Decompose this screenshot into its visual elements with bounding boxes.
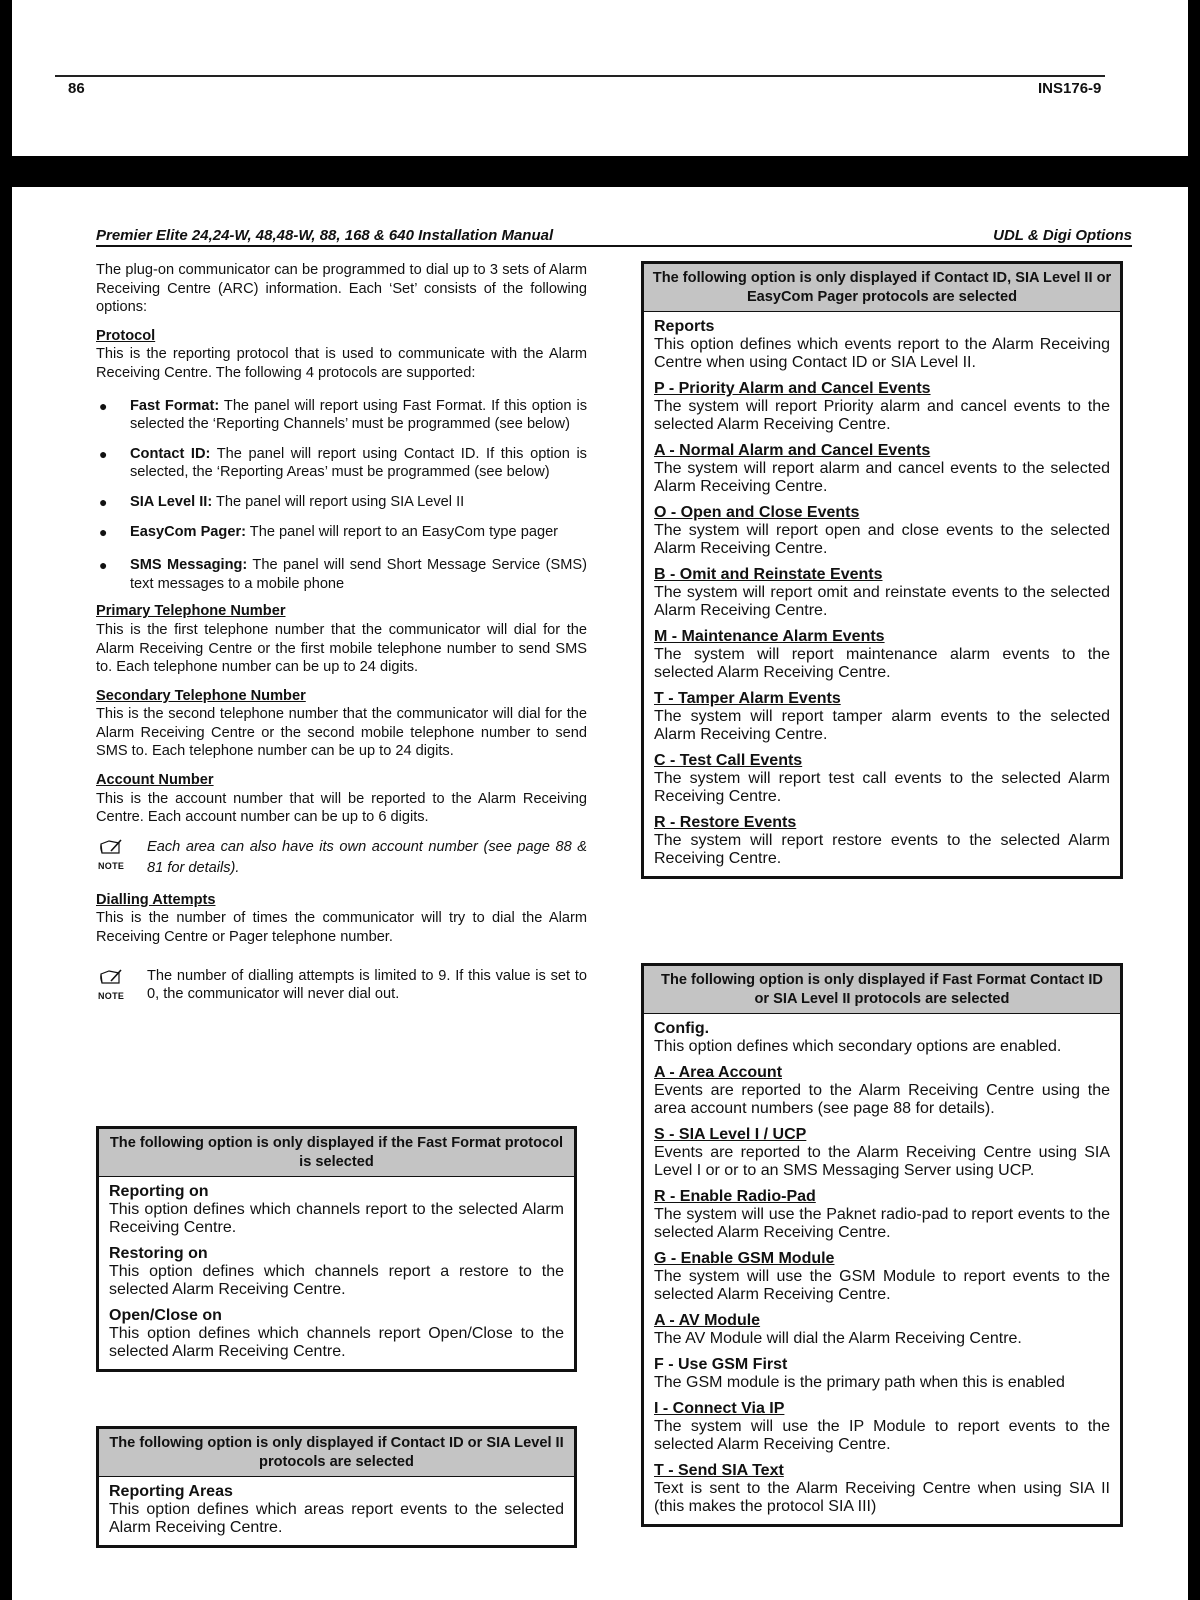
option-item bbox=[654, 1064, 1110, 1118]
option-item bbox=[109, 1183, 564, 1237]
option-text: The AV Module will dial the Alarm Receiving Centre. bbox=[654, 1330, 1022, 1347]
bullet-term: Contact ID: bbox=[130, 445, 211, 462]
option-text: The system will report alarm and cancel events to the selected Alarm Receiving Centre. bbox=[654, 460, 1110, 495]
option-text: Text is sent to the Alarm Receiving Centre when using SIA II (this makes the protocol SIA III) bbox=[654, 1480, 1110, 1515]
option-text: The system will report open and close events to the selected Alarm Receiving Centre. bbox=[654, 522, 1110, 557]
dialling-attempts-section bbox=[96, 891, 587, 947]
option-item bbox=[654, 318, 1110, 372]
left-column bbox=[96, 261, 587, 1004]
manual-title: Premier Elite 24,24-W, 48,48-W, 88, 168 & 640 Installation Manual bbox=[96, 227, 554, 244]
page-gap bbox=[0, 156, 1200, 187]
option-text: Events are reported to the Alarm Receiving Centre using SIA Level I or or to an SMS Messaging Server using UCP. bbox=[654, 1144, 1110, 1179]
list-item bbox=[96, 523, 587, 542]
option-heading: Restoring on bbox=[109, 1245, 208, 1262]
bullet-term: SMS Messaging: bbox=[130, 557, 248, 574]
account-number-heading: Account Number bbox=[96, 772, 214, 789]
bullet-icon: ● bbox=[99, 445, 108, 462]
option-heading: G - Enable GSM Module bbox=[654, 1250, 835, 1267]
note-icon bbox=[96, 969, 132, 999]
option-text: This option defines which channels report a restore to the selected Alarm Receiving Centre. bbox=[109, 1263, 564, 1298]
option-text: The system will report maintenance alarm events to the selected Alarm Receiving Centre. bbox=[654, 646, 1110, 681]
account-number-section bbox=[96, 771, 587, 827]
previous-page-doc-code: INS176-9 bbox=[1038, 80, 1102, 97]
bullet-text: The panel will report using Fast Format. If this option is selected the ‘Reporting Channels’ must be programmed (see below) bbox=[130, 397, 587, 433]
option-text: This option defines which channels report to the selected Alarm Receiving Centre. bbox=[109, 1201, 564, 1236]
box-body bbox=[644, 1014, 1120, 1524]
option-item bbox=[654, 814, 1110, 868]
option-heading: P - Priority Alarm and Cancel Events bbox=[654, 380, 931, 397]
previous-page-rule bbox=[55, 75, 1105, 77]
config-options-box bbox=[641, 963, 1123, 1527]
option-text: This option defines which areas report events to the selected Alarm Receiving Centre. bbox=[109, 1501, 564, 1536]
box-body bbox=[99, 1177, 574, 1369]
option-heading: Reports bbox=[654, 318, 715, 335]
option-heading: R - Enable Radio-Pad bbox=[654, 1188, 816, 1205]
primary-number-text: This is the first telephone number that the communicator will dial for the Alarm Receiving Centre or the first mobile telephone number to send SMS to. Each telephone number can be up to 24 digits. bbox=[96, 621, 587, 676]
option-heading: Reporting on bbox=[109, 1183, 209, 1200]
bullet-term: SIA Level II: bbox=[130, 493, 213, 510]
section-title: UDL & Digi Options bbox=[993, 227, 1132, 244]
note-text: The number of dialling attempts is limited to 9. If this value is set to 0, the communicator will never dial out. bbox=[147, 967, 587, 1003]
option-text: This option defines which secondary options are enabled. bbox=[654, 1038, 1062, 1055]
option-text: The system will report omit and reinstate events to the selected Alarm Receiving Centre. bbox=[654, 584, 1110, 619]
account-number-text: This is the account number that will be reported to the Alarm Receiving Centre. Each account number can be up to 6 digits. bbox=[96, 790, 587, 826]
dialling-attempts-heading: Dialling Attempts bbox=[96, 891, 216, 908]
option-item bbox=[654, 1400, 1110, 1454]
option-item bbox=[109, 1307, 564, 1361]
option-text: This option defines which events report to the Alarm Receiving Centre when using Contact ID or SIA Level II. bbox=[654, 336, 1110, 371]
note-label: NOTE bbox=[98, 860, 125, 871]
option-item bbox=[654, 1020, 1110, 1056]
reports-options-box bbox=[641, 261, 1123, 879]
option-heading: T - Tamper Alarm Events bbox=[654, 690, 841, 707]
primary-number-section bbox=[96, 602, 587, 676]
option-text: The system will use the IP Module to report events to the selected Alarm Receiving Centre. bbox=[654, 1418, 1110, 1453]
option-item bbox=[654, 566, 1110, 620]
option-heading: Open/Close on bbox=[109, 1307, 222, 1324]
page-header bbox=[96, 225, 1132, 247]
option-heading: A - Area Account bbox=[654, 1064, 783, 1081]
option-text: This option defines which channels report Open/Close to the selected Alarm Receiving Centre. bbox=[109, 1325, 564, 1360]
note-dialling bbox=[96, 967, 587, 1004]
protocol-text: This is the reporting protocol that is used to communicate with the Alarm Receiving Centre. The following 4 protocols are supported: bbox=[96, 346, 587, 381]
option-item bbox=[654, 380, 1110, 434]
note-account bbox=[96, 837, 587, 879]
viewer-edge-right bbox=[1188, 0, 1200, 1600]
option-heading: Config. bbox=[654, 1020, 710, 1037]
protocol-heading: Protocol bbox=[96, 327, 156, 344]
option-text: The system will report restore events to the selected Alarm Receiving Centre. bbox=[654, 832, 1110, 867]
option-text: The system will use the Paknet radio-pad to report events to the selected Alarm Receiving Centre. bbox=[654, 1206, 1110, 1241]
option-item bbox=[654, 1312, 1110, 1348]
option-heading: I - Connect Via IP bbox=[654, 1400, 785, 1417]
intro-paragraph: The plug-on communicator can be programmed to dial up to 3 sets of Alarm Receiving Centre (ARC) information. Each ‘Set’ consists of the following options: bbox=[96, 262, 587, 316]
option-item bbox=[109, 1483, 564, 1537]
dialling-attempts-text: This is the number of times the communicator will try to dial the Alarm Receiving Centre or Pager telephone number. bbox=[96, 910, 587, 946]
bullet-icon: ● bbox=[99, 523, 108, 540]
list-item bbox=[96, 445, 587, 482]
secondary-number-text: This is the second telephone number that the communicator will dial for the Alarm Receiving Centre or the second mobile telephone number to send SMS to. Each telephone number can be up to 24 digits. bbox=[96, 706, 587, 760]
list-item bbox=[96, 556, 587, 593]
bullet-icon: ● bbox=[99, 397, 108, 414]
option-heading: B - Omit and Reinstate Events bbox=[654, 566, 883, 583]
option-item bbox=[109, 1245, 564, 1299]
option-heading: A - AV Module bbox=[654, 1312, 761, 1329]
option-heading: R - Restore Events bbox=[654, 814, 797, 831]
option-text: The system will report Priority alarm and cancel events to the selected Alarm Receiving Centre. bbox=[654, 398, 1110, 433]
bullet-text: The panel will send Short Message Service (SMS) text messages to a mobile phone bbox=[130, 557, 587, 592]
option-heading: O - Open and Close Events bbox=[654, 504, 860, 521]
option-text: Events are reported to the Alarm Receiving Centre using the area account numbers (see page 88 for details). bbox=[654, 1082, 1110, 1117]
option-item bbox=[654, 442, 1110, 496]
list-item bbox=[96, 397, 587, 434]
option-heading: C - Test Call Events bbox=[654, 752, 803, 769]
protocol-list bbox=[96, 397, 587, 594]
previous-page-footer bbox=[12, 0, 1188, 156]
bullet-text: The panel will report to an EasyCom type pager bbox=[246, 523, 559, 540]
option-item bbox=[654, 752, 1110, 806]
option-text: The system will report test call events to the selected Alarm Receiving Centre. bbox=[654, 770, 1110, 805]
option-item bbox=[654, 1462, 1110, 1516]
viewer-edge-left bbox=[0, 0, 12, 1600]
note-label: NOTE bbox=[98, 990, 125, 1001]
option-item bbox=[654, 1250, 1110, 1304]
option-text: The GSM module is the primary path when this is enabled bbox=[654, 1374, 1065, 1391]
option-item bbox=[654, 1188, 1110, 1242]
list-item bbox=[96, 493, 587, 512]
note-text: Each area can also have its own account number (see page 88 & 81 for details). bbox=[147, 838, 587, 876]
option-item bbox=[654, 1356, 1110, 1392]
option-item bbox=[654, 504, 1110, 558]
option-heading: A - Normal Alarm and Cancel Events bbox=[654, 442, 931, 459]
box-body bbox=[99, 1477, 574, 1545]
bullet-term: EasyCom Pager: bbox=[130, 523, 246, 540]
contact-id-options-box bbox=[96, 1426, 577, 1548]
secondary-number-heading: Secondary Telephone Number bbox=[96, 687, 306, 704]
option-text: The system will report tamper alarm events to the selected Alarm Receiving Centre. bbox=[654, 708, 1110, 743]
note-icon bbox=[96, 839, 132, 869]
pencil-paper-icon bbox=[99, 839, 123, 855]
bullet-icon: ● bbox=[99, 557, 108, 574]
previous-page-number: 86 bbox=[68, 80, 85, 97]
option-heading: T - Send SIA Text bbox=[654, 1462, 784, 1479]
bullet-term: Fast Format: bbox=[130, 397, 220, 414]
option-heading: M - Maintenance Alarm Events bbox=[654, 628, 885, 645]
protocol-section bbox=[96, 327, 587, 594]
box-title: The following option is only displayed if the Fast Format protocol is selected bbox=[99, 1129, 574, 1177]
option-heading: S - SIA Level I / UCP bbox=[654, 1126, 807, 1143]
box-title: The following option is only displayed if Fast Format Contact ID or SIA Level II protocols are selected bbox=[644, 966, 1120, 1014]
box-title: The following option is only displayed if Contact ID, SIA Level II or EasyCom Pager protocols are selected bbox=[644, 264, 1120, 312]
primary-number-heading: Primary Telephone Number bbox=[96, 603, 286, 620]
option-text: The system will use the GSM Module to report events to the selected Alarm Receiving Centre. bbox=[654, 1268, 1110, 1303]
pencil-paper-icon bbox=[99, 969, 123, 985]
option-item bbox=[654, 690, 1110, 744]
option-item bbox=[654, 628, 1110, 682]
fast-format-options-box bbox=[96, 1126, 577, 1372]
box-title: The following option is only displayed if Contact ID or SIA Level II protocols are selected bbox=[99, 1429, 574, 1477]
secondary-number-section bbox=[96, 687, 587, 761]
bullet-text: The panel will report using Contact ID. If this option is selected, the ‘Reporting Areas’ must be programmed (see below) bbox=[130, 445, 587, 481]
box-body bbox=[644, 312, 1120, 876]
bullet-icon: ● bbox=[99, 493, 108, 510]
option-heading: Reporting Areas bbox=[109, 1483, 233, 1500]
bullet-text: The panel will report using SIA Level II bbox=[212, 493, 465, 510]
option-item bbox=[654, 1126, 1110, 1180]
option-heading: F - Use GSM First bbox=[654, 1356, 788, 1373]
